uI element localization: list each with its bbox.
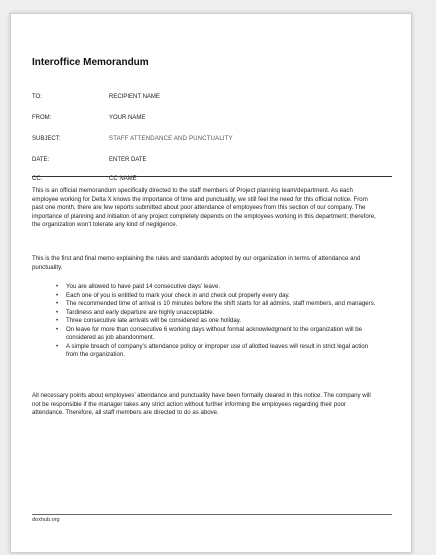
- list-item: • On leave for more than consecutive 6 working days without formal acknowledgment to the organization will be considered as job abandonment.: [66, 326, 377, 343]
- rules-list: [32, 283, 377, 360]
- closing-paragraph: All necessary points about employees’ attendance and punctuality have been formally cleared in this notice. The company will not be responsible if the manager takes any strict action without further informing the employees regarding their poor attendance. Therefore, all staff members are directed to do as above.: [32, 392, 371, 416]
- footer-divider: [32, 514, 392, 515]
- memo-page: [10, 13, 412, 553]
- list-item: • Tardiness and early departure are highly unacceptable.: [66, 309, 377, 318]
- memo-title: Interoffice Memorandum: [32, 57, 149, 68]
- list-item: • You are allowed to have paid 14 consecutive days’ leave.: [66, 283, 377, 292]
- header-divider: [32, 176, 392, 177]
- list-item: • A simple breach of company’s attendance policy or improper use of allotted leaves will result in strict legal action from the organization.: [66, 343, 377, 360]
- cc-value: CC NAME: [109, 176, 137, 182]
- subject-value: STAFF ATTENDANCE AND PUNCTUALITY: [109, 136, 233, 142]
- rules-intro-paragraph: This is the first and final memo explaining the rules and standards adopted by our organization in terms of attendance and punctuality.: [32, 255, 361, 271]
- list-item: • The recommended time of arrival is 10 minutes before the shift starts for all admins, staff members, and managers.: [66, 300, 377, 309]
- list-item: • Each one of you is entitled to mark your check in and check out properly every day.: [66, 292, 377, 301]
- intro-paragraph: This is an official memorandum specifically directed to the staff members of Project planning team/department. As each employee working for Delta X knows the importance of time and punctuality, we still feel the need for this official notice. From past one month, there are few reports submitted about poor attendance of employees from this section of our company. The importance of planning and initiation of any project completely depends on the employees working in this department; therefore, the organization won’t tolerate any kind of negligence.: [32, 187, 376, 228]
- from-label: FROM:: [32, 115, 52, 121]
- list-item: • Three consecutive late arrivals will be considered as one holiday.: [66, 317, 377, 326]
- to-label: TO:: [32, 94, 42, 100]
- subject-label: SUBJECT:: [32, 136, 61, 142]
- footer-site: doxhub.org: [32, 517, 60, 523]
- from-value: YOUR NAME: [109, 115, 146, 121]
- to-value: RECIPIENT NAME: [109, 94, 160, 100]
- date-label: DATE:: [32, 157, 50, 163]
- cc-label: CC:: [32, 176, 43, 182]
- date-value: ENTER DATE: [109, 157, 147, 163]
